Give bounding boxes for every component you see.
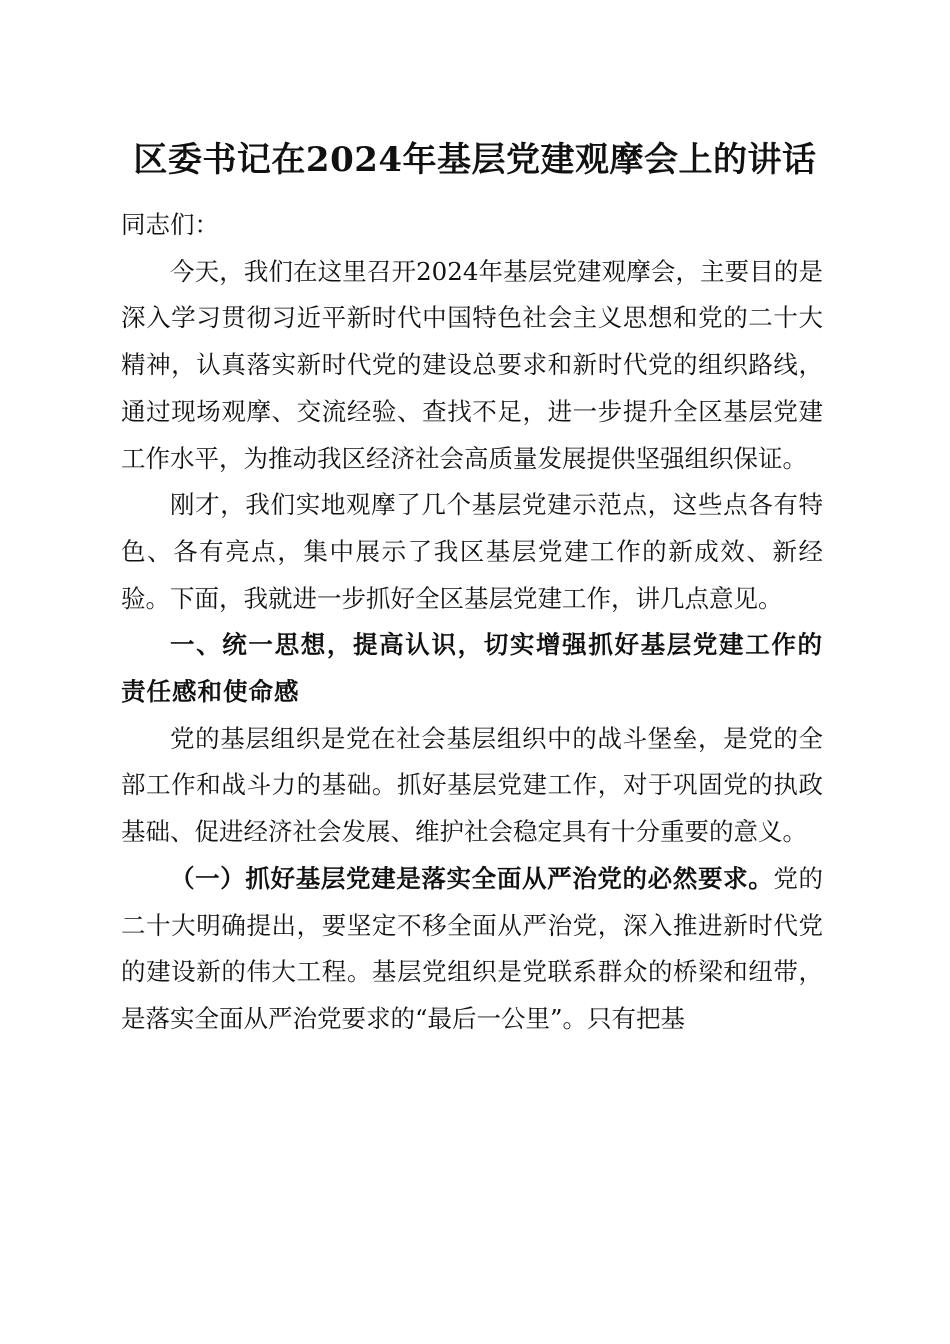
document-body	[121, 202, 823, 1043]
paragraph-subpoint-1	[121, 856, 823, 1043]
document-title: 区委书记在2024年基层党建观摩会上的讲话	[133, 140, 817, 180]
section-heading-1: 一、统一思想，提高认识，切实增强抓好基层党建工作的责任感和使命感	[121, 630, 823, 707]
paragraph-observation: 刚才，我们实地观摩了几个基层党建示范点，这些点各有特色、各有亮点，集中展示了我区基层党建工作的新成效、新经验。下面，我就进一步抓好全区基层党建工作，讲几点意见。	[121, 490, 823, 613]
subpoint-1-text: 党的二十大明确提出，要坚定不移全面从严治党，深入推进新时代党的建设新的伟大工程。基层党组织是党联系群众的桥梁和纽带，是落实全面从严治党要求的“最后一公里”。只有把基	[121, 863, 823, 1033]
salutation: 同志们：	[121, 210, 219, 239]
paragraph-intro: 今天，我们在这里召开2024年基层党建观摩会，主要目的是深入学习贯彻习近平新时代中国特色社会主义思想和党的二十大精神，认真落实新时代党的建设总要求和新时代党的组织路线，通过现场观摩、交流经验、查找不足，进一步提升全区基层党建工作水平，为推动我区经济社会高质量发展提供坚强组织保证。	[121, 256, 823, 473]
subpoint-1-lead: （一）抓好基层党建是落实全面从严治党的必然要求。	[170, 863, 774, 893]
paragraph-grassroots-importance: 党的基层组织是党在社会基层组织中的战斗堡垒，是党的全部工作和战斗力的基础。抓好基层党建工作，对于巩固党的执政基础、促进经济社会发展、维护社会稳定具有十分重要的意义。	[121, 723, 823, 847]
